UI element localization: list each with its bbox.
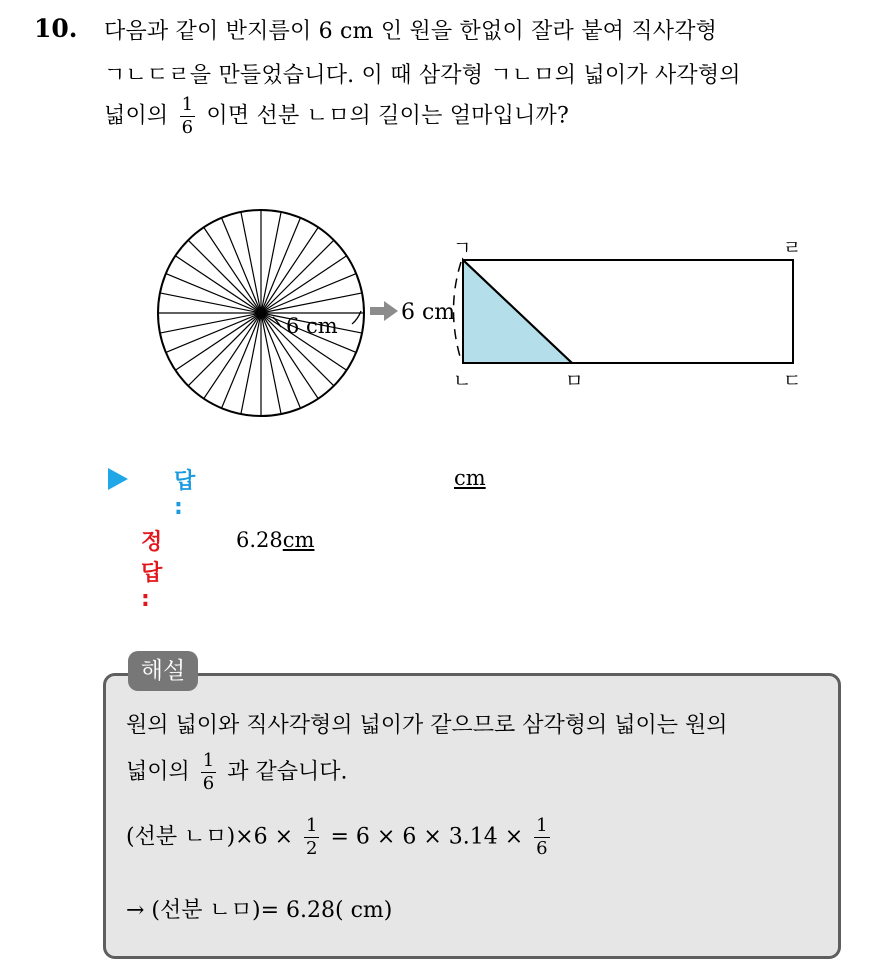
fraction-denominator: 2	[306, 838, 318, 859]
explanation-line-3-mid: = 6 × 6 × 3.14 ×	[330, 824, 524, 850]
fraction-numerator: 1	[181, 94, 194, 115]
question-line-3	[104, 96, 569, 137]
fraction-numerator: 1	[306, 815, 318, 836]
explanation-fraction-1	[201, 752, 216, 793]
question-line-1: 다음과 같이 반지름이 6 cm 인 원을 한없이 잘라 붙여 직사각형	[104, 19, 718, 44]
explanation-line-3	[126, 817, 554, 858]
question-fraction	[180, 96, 196, 137]
explanation-line-2-pre: 넓이의	[126, 759, 190, 785]
fraction-denominator: 6	[181, 117, 194, 138]
explanation-fraction-sixth	[534, 817, 549, 858]
answer-label: 답 :	[174, 469, 196, 520]
sliced-circle	[158, 210, 364, 416]
vertex-r-label: ㄹ	[783, 237, 802, 259]
question-number: 10.	[34, 14, 78, 43]
vertex-n-label: ㄴ	[453, 370, 472, 392]
fraction-numerator: 1	[536, 815, 548, 836]
circle-radius-label: 6 cm	[286, 314, 338, 338]
question-line-3-pre: 넓이의	[104, 103, 169, 129]
explanation-line-3-pre: (선분 ㄴㅁ)×6 ×	[126, 824, 294, 850]
vertex-d-label: ㄷ	[783, 370, 802, 392]
explanation-line-4: → (선분 ㄴㅁ)= 6.28( cm)	[126, 898, 393, 923]
correct-unit: cm	[282, 528, 315, 552]
answer-marker-icon	[108, 468, 128, 490]
transform-arrow	[370, 301, 398, 321]
explanation-line-2	[126, 752, 347, 793]
figure	[140, 205, 840, 435]
answer-unit: cm	[454, 466, 486, 490]
question-line-3-post: 이면 선분 ㄴㅁ의 길이는 얼마입니까?	[206, 103, 569, 129]
fraction-numerator: 1	[202, 750, 215, 771]
fraction-denominator: 6	[202, 773, 215, 794]
correct-number: 6.28	[236, 528, 283, 552]
correct-value	[236, 528, 314, 552]
correct-label: 정답 :	[141, 530, 163, 612]
vertex-m-label: ㅁ	[565, 370, 584, 392]
vertex-g-label: ㄱ	[453, 237, 472, 259]
question-line-2: ㄱㄴㄷㄹ을 만들었습니다. 이 때 삼각형 ㄱㄴㅁ의 넓이가 사각형의	[104, 63, 741, 88]
explanation-line-1: 원의 넓이와 직사각형의 넓이가 같으므로 삼각형의 넓이는 원의	[126, 713, 728, 738]
circle-center	[258, 310, 264, 316]
explanation-fraction-half	[304, 817, 319, 858]
explanation-tag: 해설	[128, 651, 198, 691]
rect-height-label: 6 cm	[401, 300, 456, 325]
explanation-line-2-post: 과 같습니다.	[227, 759, 348, 785]
fraction-denominator: 6	[536, 838, 548, 859]
